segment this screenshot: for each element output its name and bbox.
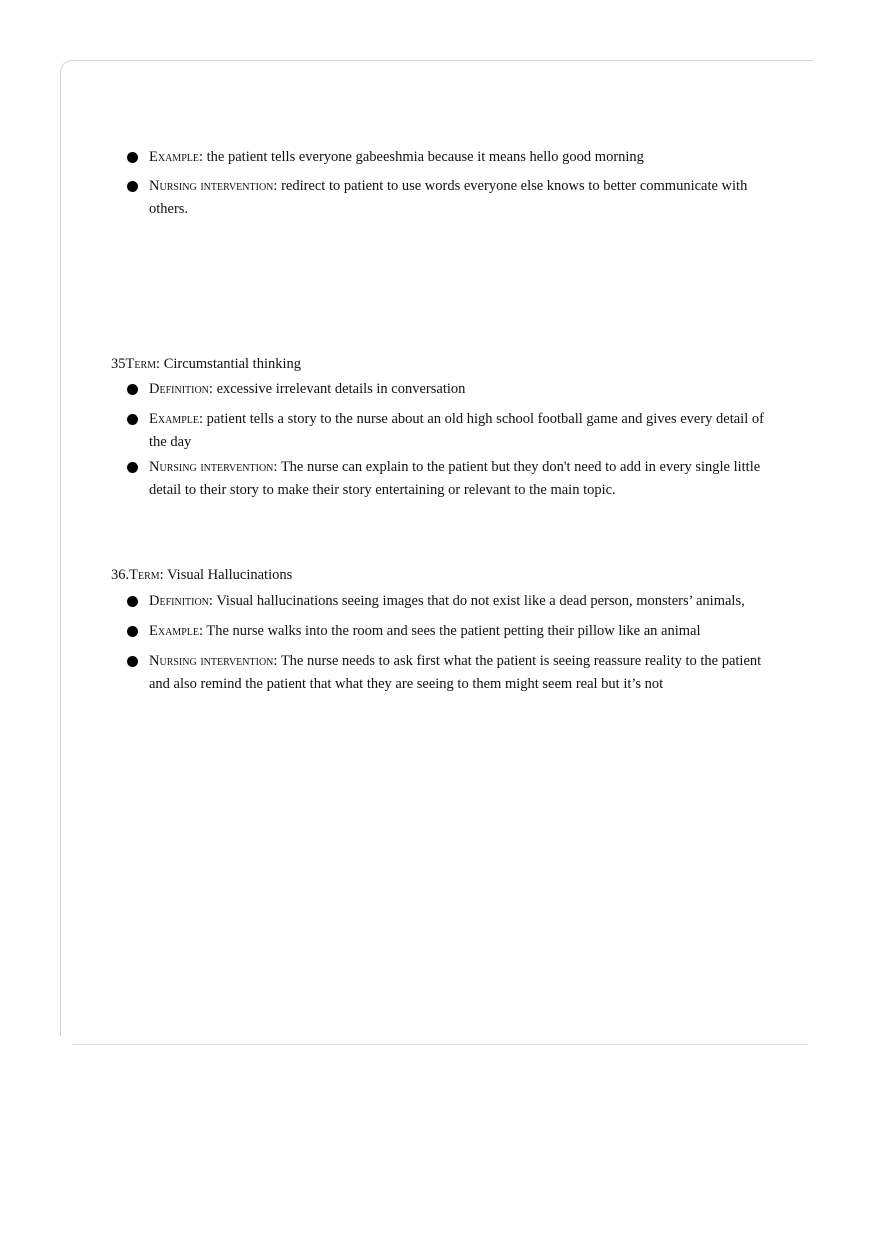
bullet-separator: : (208, 381, 217, 397)
bullet-nursing-intervention (149, 456, 779, 502)
bullet-text: The nurse walks into the room and sees the patient petting their pillow like an animal (206, 623, 701, 639)
bullet-separator: : (273, 459, 281, 475)
bullet-label: Nursing intervention (149, 459, 274, 475)
bullet-label: Example (149, 149, 199, 165)
term-heading-36 (111, 565, 292, 585)
bullet-text: The nurse needs to ask first what the patient is seeing reassure reality to the patient and also remind the patient that what they are seeing to them might seem real but it’s not (149, 653, 762, 692)
bullet-text: excessive irrelevant details in conversation (216, 381, 466, 397)
bullet-separator: : (208, 593, 217, 609)
bullet-separator: : (273, 653, 281, 669)
bullet-text: the patient tells everyone gabeeshmia because it means hello good morning (206, 149, 644, 165)
term-number: 36. (111, 567, 130, 583)
term-label: Term (129, 567, 160, 583)
bullet-separator: : (198, 149, 207, 165)
bullet-separator: : (273, 178, 282, 194)
bullet-nursing-intervention (149, 175, 779, 221)
bullet-label: Example (149, 623, 199, 639)
bullet-example (149, 146, 779, 169)
term-label: Term (125, 356, 157, 372)
bullet-dot-icon (127, 462, 138, 473)
bullet-definition (149, 590, 779, 613)
bullet-dot-icon (127, 656, 138, 667)
bullet-text: patient tells a story to the nurse about an old high school football game and gives every detail of the day (149, 411, 764, 450)
bullet-definition (149, 378, 779, 401)
term-heading-35 (111, 354, 301, 374)
bullet-text: redirect to patient to use words everyone else knows to better communicate with others. (149, 178, 748, 217)
bullet-dot-icon (127, 181, 138, 192)
bullet-dot-icon (127, 596, 138, 607)
term-separator: : (159, 567, 168, 583)
bullet-label: Definition (149, 593, 209, 609)
bullet-text: Visual hallucinations seeing images that do not exist like a dead person, monsters’ animals, (216, 593, 745, 609)
term-separator: : (156, 356, 164, 372)
bullet-example (149, 620, 779, 643)
bullet-dot-icon (127, 626, 138, 637)
bullet-label: Nursing intervention (149, 653, 274, 669)
bullet-label: Example (149, 411, 199, 427)
term-number: 35 (111, 356, 126, 372)
page-bottom-rule (72, 1044, 808, 1045)
bullet-dot-icon (127, 414, 138, 425)
bullet-example (149, 408, 779, 454)
term-name: Circumstantial thinking (163, 356, 302, 372)
bullet-dot-icon (127, 152, 138, 163)
bullet-separator: : (198, 411, 207, 427)
term-name: Visual Hallucinations (167, 567, 293, 583)
bullet-label: Nursing intervention (149, 178, 274, 194)
bullet-dot-icon (127, 384, 138, 395)
bullet-separator: : (198, 623, 207, 639)
bullet-nursing-intervention (149, 650, 779, 696)
bullet-label: Definition (149, 381, 209, 397)
bullet-text: The nurse can explain to the patient but they don't need to add in every single little detail to their story to make their story entertaining or relevant to the main topic. (149, 459, 761, 498)
